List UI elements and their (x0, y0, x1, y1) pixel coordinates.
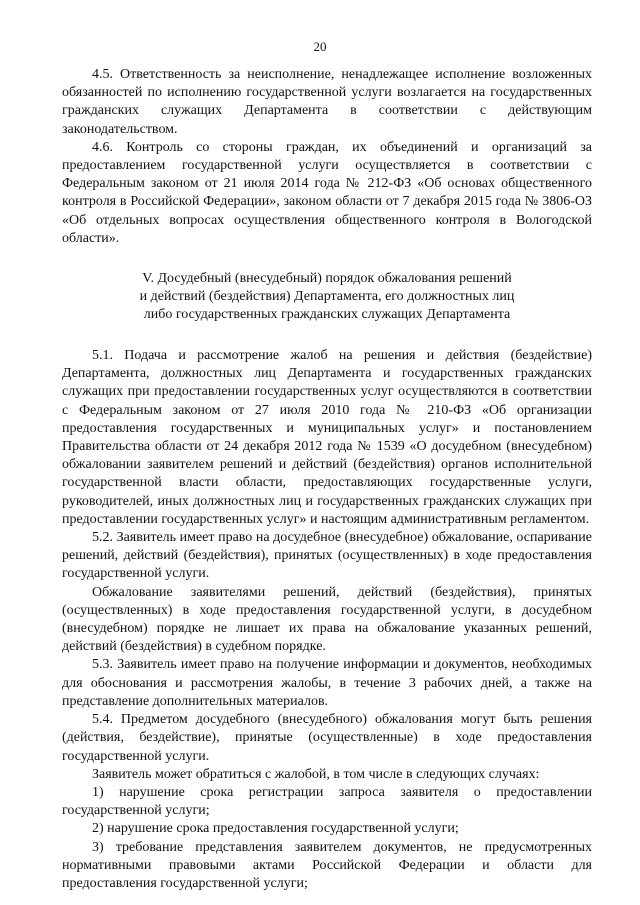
paragraph-5-3: 5.3. Заявитель имеет право на получение информации и документов, необходимых для обоснования и рассмотрения жалобы, в течение 3 рабочих дней, а также на представление дополнительных материалов. (62, 657, 592, 709)
paragraph-appeal-rights: Обжалование заявителями решений, действий (бездействия), принятых (осуществленных) в ходе предоставления государственной услуги, в досудебном (внесудебном) порядке не лишает их права на обжалование указанных решений, действий (бездействия) в судебном порядке. (62, 584, 592, 655)
list-item-1: 1) нарушение срока регистрации запроса заявителя о предоставлении государственной услуги; (62, 784, 592, 819)
list-item-2: 2) нарушение срока предоставления государственной услуги; (92, 821, 459, 837)
section-heading-line: V. Досудебный (внесудебный) порядок обжалования решений (142, 271, 512, 287)
list-item-3: 3) требование представления заявителем документов, не предусмотренных нормативными правовыми актами Российской Федерации и области для предоставления государственной услуги; (62, 839, 592, 891)
document-body (62, 66, 592, 893)
paragraph-5-2: 5.2. Заявитель имеет право на досудебное (внесудебное) обжалование, оспаривание решений, действий (бездействия), принятых (осуществленных) в ходе предоставления государственной услуги. (62, 530, 592, 582)
paragraph-cases-intro: Заявитель может обратиться с жалобой, в том числе в следующих случаях: (92, 766, 540, 782)
paragraph-5-4: 5.4. Предметом досудебного (внесудебного) обжалования могут быть решения (действия, бездействие), принятые (осуществленные) в ходе предоставления государственной услуги. (62, 712, 592, 764)
section-heading-line: и действий (бездействия) Департамента, его должностных лиц (139, 289, 515, 305)
paragraph-5-1: 5.1. Подача и рассмотрение жалоб на решения и действия (бездействие) Департамента, должностных лиц Департамента и государственных гражданских служащих при предоставлении государственных услуг осуществляются в соответствии с Федеральным законом от 27 июля 2010 года № 210-ФЗ «Об организации предоставления государственных и муниципальных услуг» и постановлением Правительства области от 24 декабря 2012 года № 1539 «О досудебном (внесудебном) обжаловании заявителем решений и действий (бездействия) органов исполнительной государственной власти области, предоставляющих государственные услуги, руководителей, иных должностных лиц и государственных гражданских служащих при предоставлении государственных услуг» и настоящим административным регламентом. (62, 348, 592, 527)
page-number: 20 (313, 39, 327, 54)
section-v-heading (62, 270, 592, 324)
paragraph-4-5: 4.5. Ответственность за неисполнение, ненадлежащее исполнение возложенных обязанностей по исполнению государственной услуги возлагается на государственных гражданских служащих Департамента в соответствии с действующим законодательством. (62, 67, 592, 137)
section-heading-line: либо государственных гражданских служащих Департамента (143, 307, 511, 323)
paragraph-4-6: 4.6. Контроль со стороны граждан, их объединений и организаций за предоставлением государственной услуги осуществляется в соответствии с Федеральным законом от 21 июля 2014 года № 212-ФЗ «Об основах общественного контроля в Российской Федерации», законом области от 7 декабря 2015 года № 3806-ОЗ «Об отдельных вопросах осуществления общественного контроля в Вологодской области». (62, 139, 592, 246)
